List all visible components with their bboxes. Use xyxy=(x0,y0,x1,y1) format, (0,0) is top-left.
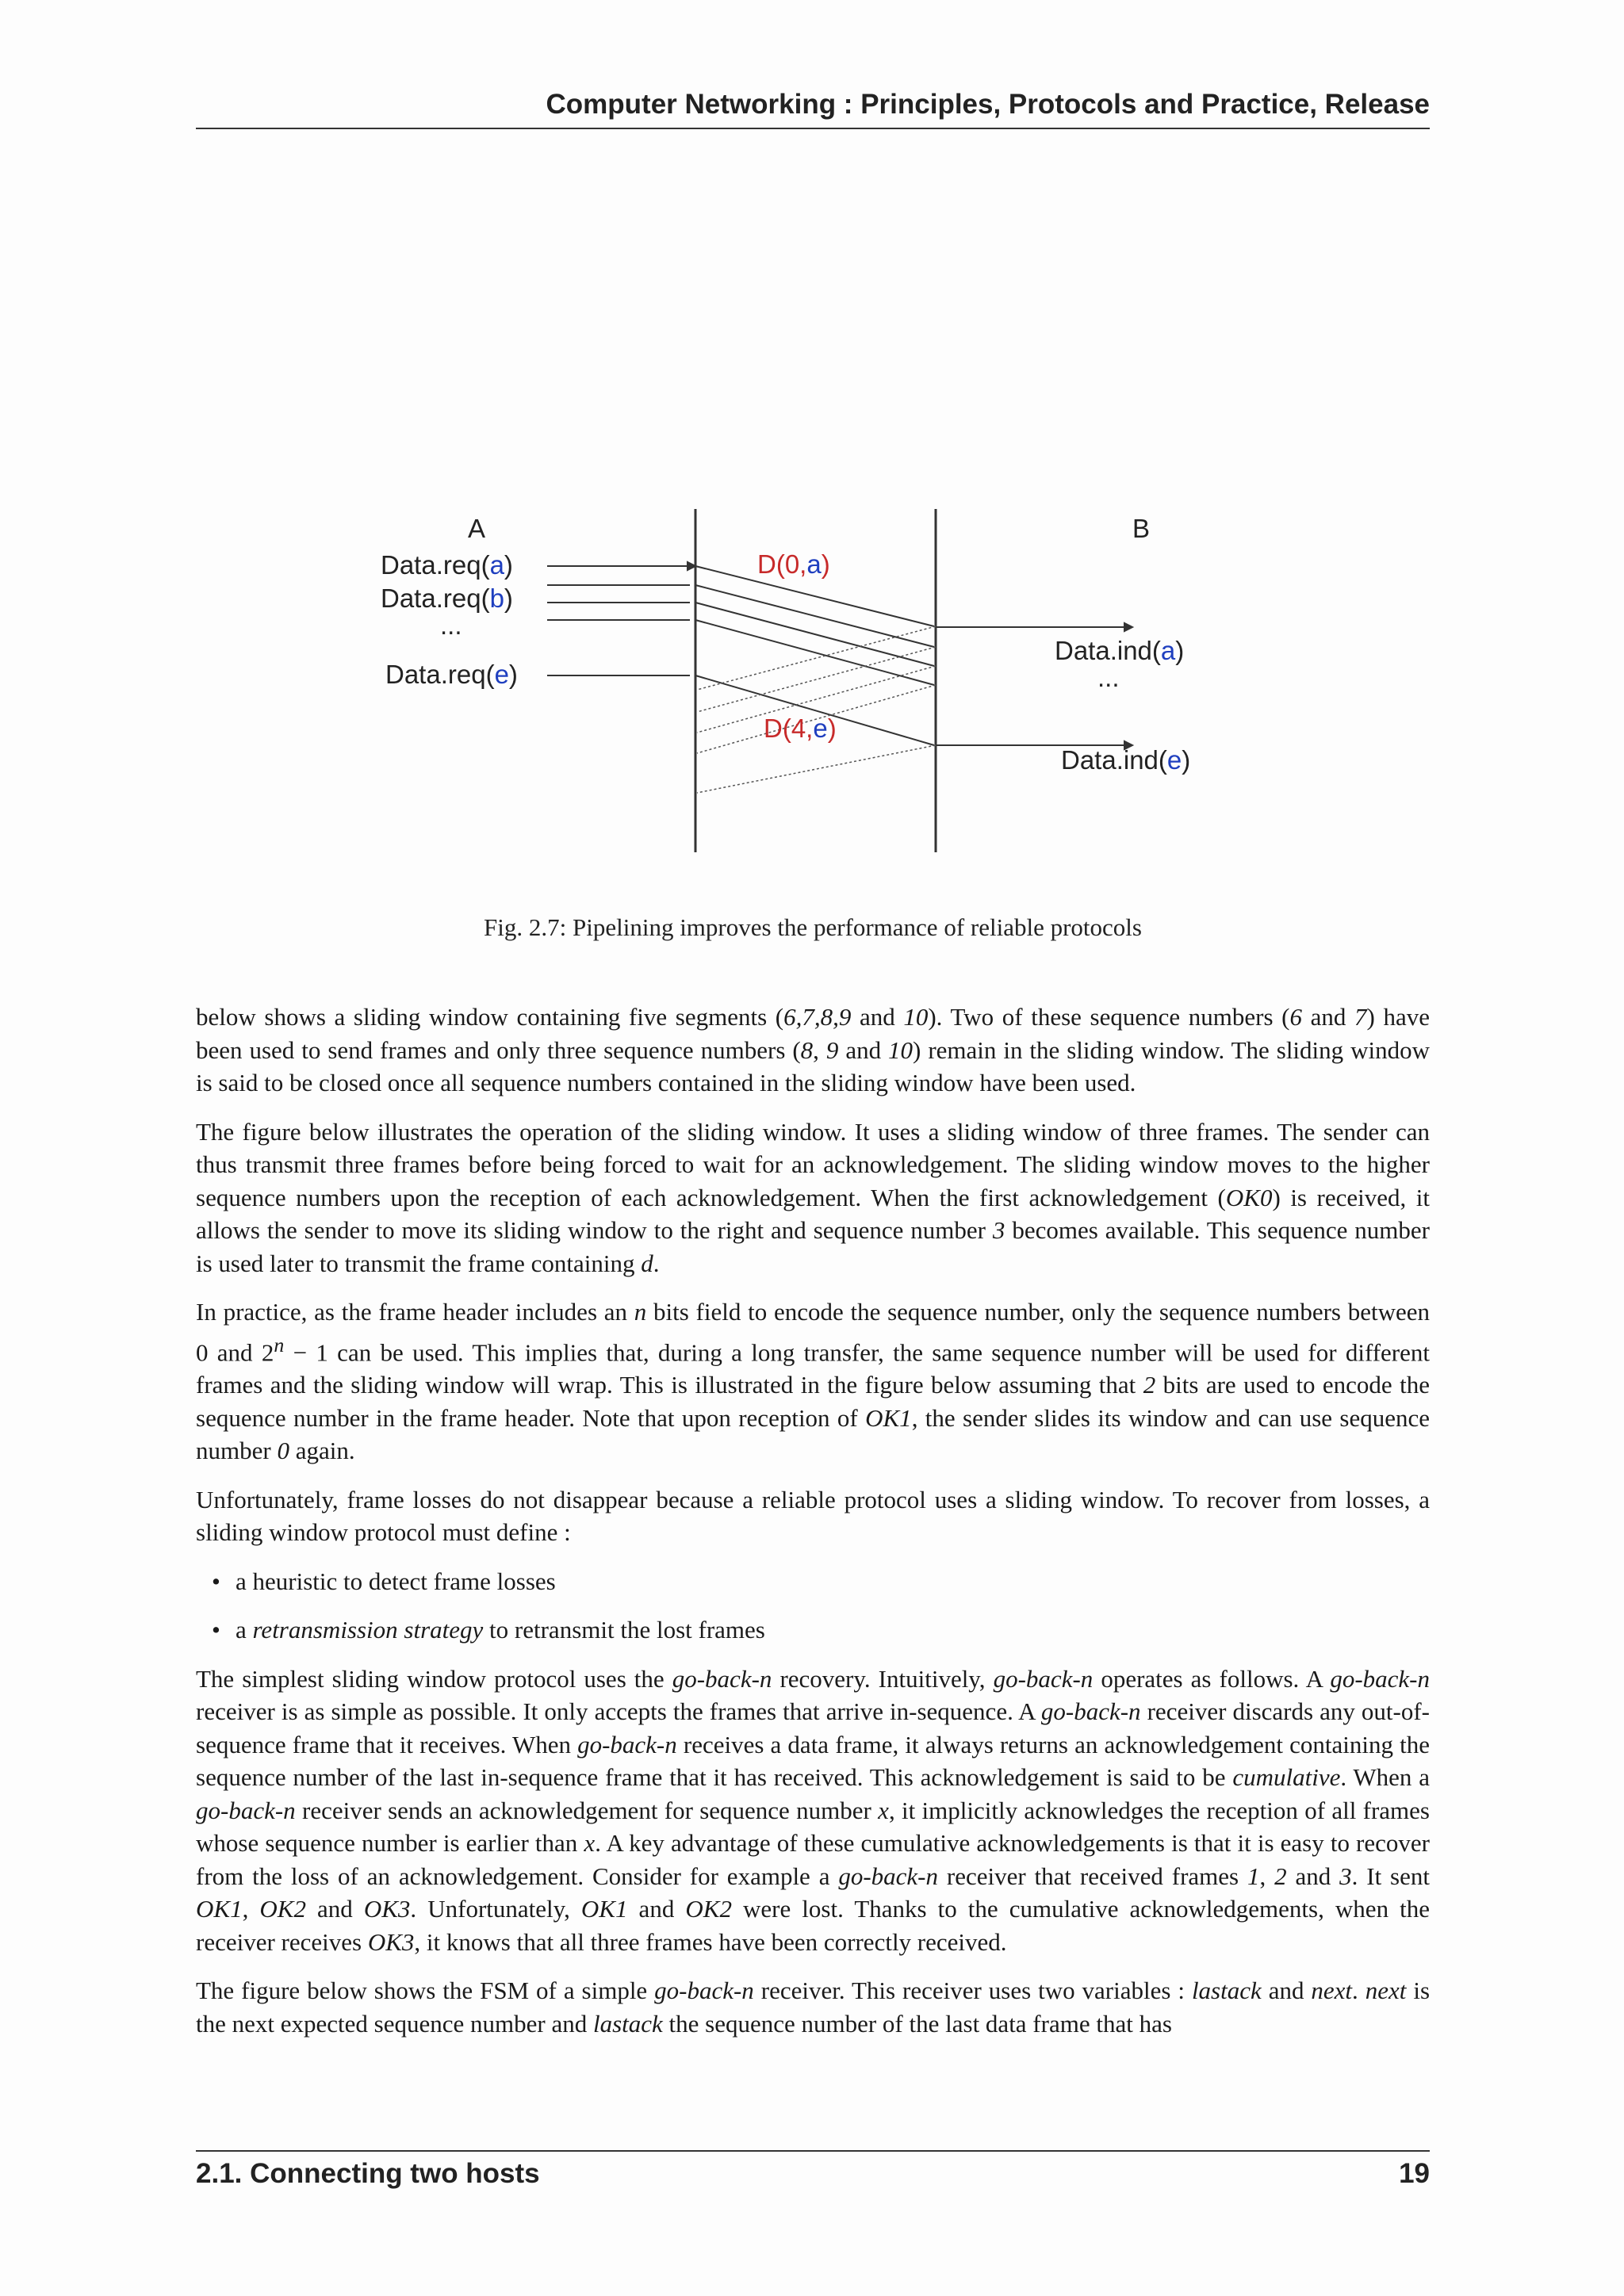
body-text xyxy=(196,1001,1430,2056)
frame-arrow-1 xyxy=(695,585,934,647)
page-number: 19 xyxy=(1399,2158,1430,2189)
header-rule xyxy=(196,128,1430,129)
host-b-label: B xyxy=(1132,514,1151,543)
figure-caption: Fig. 2.7: Pipelining improves the performance of reliable protocols xyxy=(484,913,1142,941)
ind-ellipsis: ... xyxy=(1097,663,1120,692)
req-a-label: Data.req(a) xyxy=(381,550,513,580)
list-item: • a retransmission strategy to retransmit the lost frames xyxy=(236,1613,1430,1647)
bullet-list xyxy=(196,1565,1430,1647)
footer-rule xyxy=(196,2150,1430,2152)
ack-arrow-0 xyxy=(697,626,936,690)
page-footer xyxy=(196,2158,1430,2190)
pipelining-diagram xyxy=(349,492,1237,872)
paragraph-go-back-n: The simplest sliding window protocol uses the go-back-n recovery. Intuitively, go-back-n operates as follows. A go-back-n receiver is as simple as possible. It only accepts the frames that arrive in-sequence. A go-back-n receiver discards any out-of-sequence frame that it receives. When go-back-n receives a data frame, it always returns an acknowledgement containing the sequence number of the last in-sequence frame that it has received. This acknowledgement is said to be cumulative. When a go-back-n receiver sends an acknowledgement for sequence number x, it implicitly acknowledges the reception of all frames whose sequence number is earlier than x. A key advantage of these cumulative acknowledgements is that it is easy to recover from the loss of an acknowledgement. Consider for example a go-back-n receiver that received frames 1, 2 and 3. It sent OK1, OK2 and OK3. Unfortunately, OK1 and OK2 were lost. Thanks to the cumulative acknowledgements, when the receiver receives OK3, it knows that all three frames have been correctly received. xyxy=(196,1664,1431,1956)
paragraph-wrap: In practice, as the frame header includes an n bits field to encode the sequence number, only the sequence numbers between 0 and $2^n - 1$ can be used. This implies that, during a long transfer, the same sequence number will be used for different frames and the sliding window will wrap. This is illustrated in the figure below assuming that 2 bits are used to encode the sequence number in the frame header. Note that upon reception of OK1, the sender slides its window and can use sequence number 0 again. xyxy=(196,1298,1430,1465)
pipelining-figure xyxy=(349,492,1237,872)
paragraph-sliding-window: below shows a sliding window containing five segments (6,7,8,9 and 10). Two of these sequence numbers (6 and 7) have been used to send frames and only three sequence numbers (8, 9 and 10) remain in the sliding window. The sliding window is said to be closed once all sequence numbers contained in the sliding window have been used. xyxy=(196,1003,1430,1096)
paragraph-fsm: The figure below shows the FSM of a simple go-back-n receiver. This receiver uses two variables : lastack and next. next is the next expected sequence number and lastack the sequence number of the last data frame that has xyxy=(196,1976,1431,2038)
ind-a-label: Data.ind(a) xyxy=(1055,636,1185,665)
host-a-label: A xyxy=(468,514,486,543)
paragraph-operation: The figure below illustrates the operation of the sliding window. It uses a sliding window of three frames. The sender can thus transmit three frames before being forced to wait for an acknowledgement. The sliding window moves to the higher sequence numbers upon the reception of each acknowledgement. When the first acknowledgement (OK0) is received, it allows the sender to move its sliding window to the right and sequence number 3 becomes available. This sequence number is used later to transmit the frame containing d. xyxy=(196,1117,1431,1277)
frame-arrow-2 xyxy=(695,603,934,666)
req-ellipsis: ... xyxy=(440,610,462,640)
paragraph-losses: Unfortunately, frame losses do not disappear because a reliable protocol uses a sliding window. To recover from losses, a sliding window protocol must define : xyxy=(196,1485,1430,1547)
list-item: • a heuristic to detect frame losses xyxy=(236,1565,1430,1598)
frame-last-label: D(4,e) xyxy=(764,714,837,743)
ack-arrow-4 xyxy=(697,745,936,793)
running-header: Computer Networking : Principles, Protocols and Practice, Release xyxy=(546,89,1430,120)
req-b-label: Data.req(b) xyxy=(381,584,513,613)
frame-arrow-3 xyxy=(695,620,934,685)
ind-e-label: Data.ind(e) xyxy=(1061,745,1191,775)
req-e-label: Data.req(e) xyxy=(385,660,518,689)
frame-first-label: D(0,a) xyxy=(757,549,830,579)
section-title: 2.1. Connecting two hosts xyxy=(196,2158,540,2189)
